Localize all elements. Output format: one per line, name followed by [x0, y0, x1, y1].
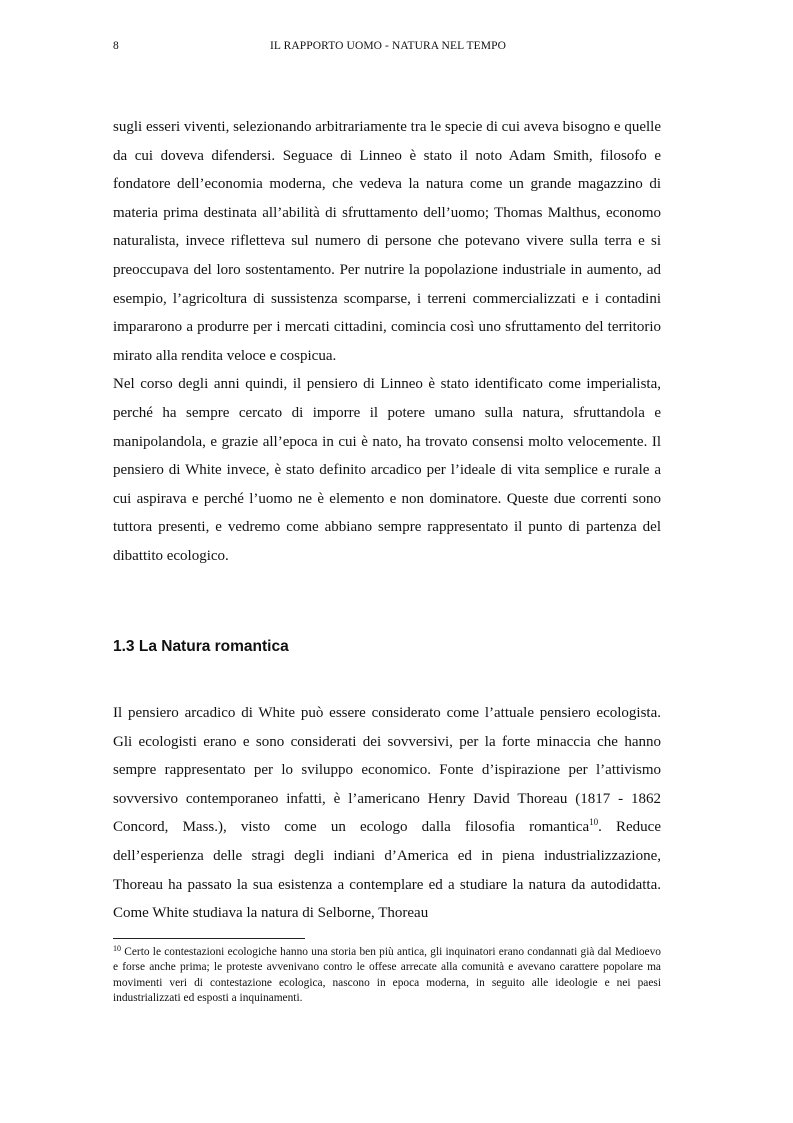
- page-header: [113, 40, 663, 56]
- body-text-upper: [113, 113, 661, 571]
- footnote: [113, 945, 661, 1006]
- page-number: 8: [113, 40, 119, 52]
- footnote-separator: [113, 938, 305, 939]
- paragraph: Nel corso degli anni quindi, il pensiero di Linneo è stato identificato come imperialista, perché ha sempre cercato di imporre il potere umano sulla natura, sfruttandola e manipolandola, e grazie all’epoca in cui è nato, ha trovato consensi molto velocemente. Il pensiero di White invece, è stato definito arcadico per l’ideale di vita semplice e rurale a cui aspirava e perché l’uomo ne è elemento e non dominatore. Queste due correnti sono tuttora presenti, e vedremo come abbiano sempre rappresentato il punto di partenza del dibattito ecologico.: [113, 376, 661, 564]
- paragraph: sugli esseri viventi, selezionando arbitrariamente tra le specie di cui aveva bisogno e quelle da cui doveva difendersi. Seguace di Linneo è stato il noto Adam Smith, filosofo e fondatore dell’economia moderna, che vedeva la natura come un grande magazzino di materia prima destinata all’abilità di sfruttamento dell’uomo; Thomas Malthus, economo naturalista, invece rifletteva sul numero di persone che potevano vivere sulla terra e si preoccupava del loro sostentamento. Per nutrire la popolazione industriale in aumento, ad esempio, l’agricoltura di sussistenza scomparse, i terreni commercializzati e i contadini impararono a produrre per i mercati cittadini, comincia così uno sfruttamento del territorio mirato alla rendita veloce e cospicua.: [113, 119, 661, 364]
- footnote-reference[interactable]: 10: [589, 817, 599, 828]
- paragraph-text: . Reduce dell’esperienza delle stragi degli indiani d’America ed in piena industrializzazione, Thoreau ha passato la sua esistenza a contemplare ed a studiare la natura da autodidatta. Come White studiava la natura di Selborne, Thoreau: [113, 819, 661, 922]
- section-heading: 1.3 La Natura romantica: [113, 638, 289, 655]
- footnote-text: Certo le contestazioni ecologiche hanno una storia ben più antica, gli inquinatori erano condannati già dal Medioevo e forse anche prima; le proteste avvenivano contro le offese arrecate alla comunità e avevano carattere popolare ma movimenti veri di contestazione ecologica, nascono in epoca moderna, in seguito alle ideologie e nei paesi industrializzati ed esposti a inquinamenti.: [113, 946, 661, 1004]
- body-text-section: [113, 699, 661, 928]
- running-title: IL RAPPORTO UOMO - NATURA NEL TEMPO: [269, 40, 507, 52]
- paragraph: [113, 699, 661, 928]
- paragraph-text: Il pensiero arcadico di White può essere considerato come l’attuale pensiero ecologista. Gli ecologisti erano e sono considerati dei sovversivi, per la forte minaccia che hanno sempre rappresentato per lo sviluppo economico. Fonte d’ispirazione per l’attivismo sovversivo contemporaneo infatti, è l’americano Henry David Thoreau (1817 - 1862 Concord, Mass.), visto come un ecologo dalla filosofia romantica: [113, 705, 661, 836]
- footnote-number: 10: [113, 944, 121, 953]
